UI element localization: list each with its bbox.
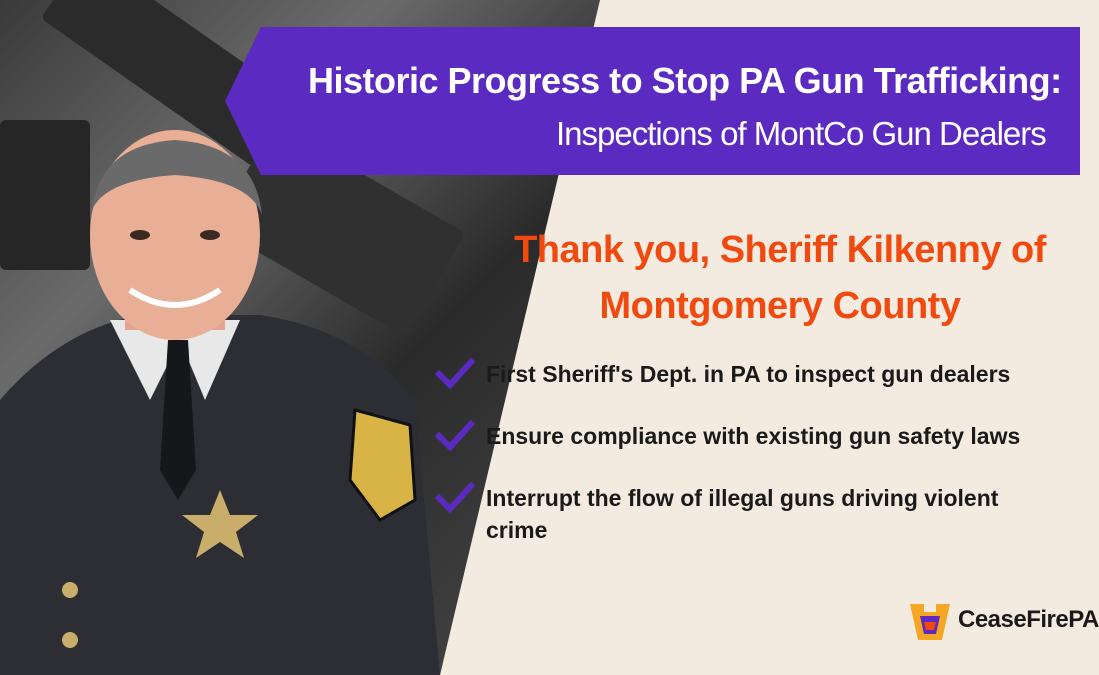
banner-title: Historic Progress to Stop PA Gun Trafficking: xyxy=(308,60,1062,101)
sheriff-portrait xyxy=(0,140,440,675)
logo-text: CeaseFirePA xyxy=(958,606,1099,633)
list-item-text: First Sheriff's Dept. in PA to inspect gun dealers xyxy=(486,361,1011,387)
accomplishment-list xyxy=(436,358,1080,576)
list-item xyxy=(436,358,1080,390)
list-item xyxy=(436,420,1080,452)
headline-line-1: Thank you, Sheriff Kilkenny of xyxy=(514,229,1046,271)
checkmark-icon xyxy=(436,482,474,514)
checkmark-icon xyxy=(436,420,474,452)
thank-you-headline xyxy=(480,222,1080,334)
list-item-text: Ensure compliance with existing gun safety laws xyxy=(486,423,1021,449)
list-item-text: Interrupt the flow of illegal guns driving violent crime xyxy=(486,485,999,543)
banner-subtitle: Inspections of MontCo Gun Dealers xyxy=(556,115,1046,152)
list-item xyxy=(436,482,1080,546)
keystone-icon xyxy=(908,600,952,644)
ceasefire-logo xyxy=(908,598,1099,648)
checkmark-icon xyxy=(436,358,474,390)
headline-line-2: Montgomery County xyxy=(599,285,961,327)
